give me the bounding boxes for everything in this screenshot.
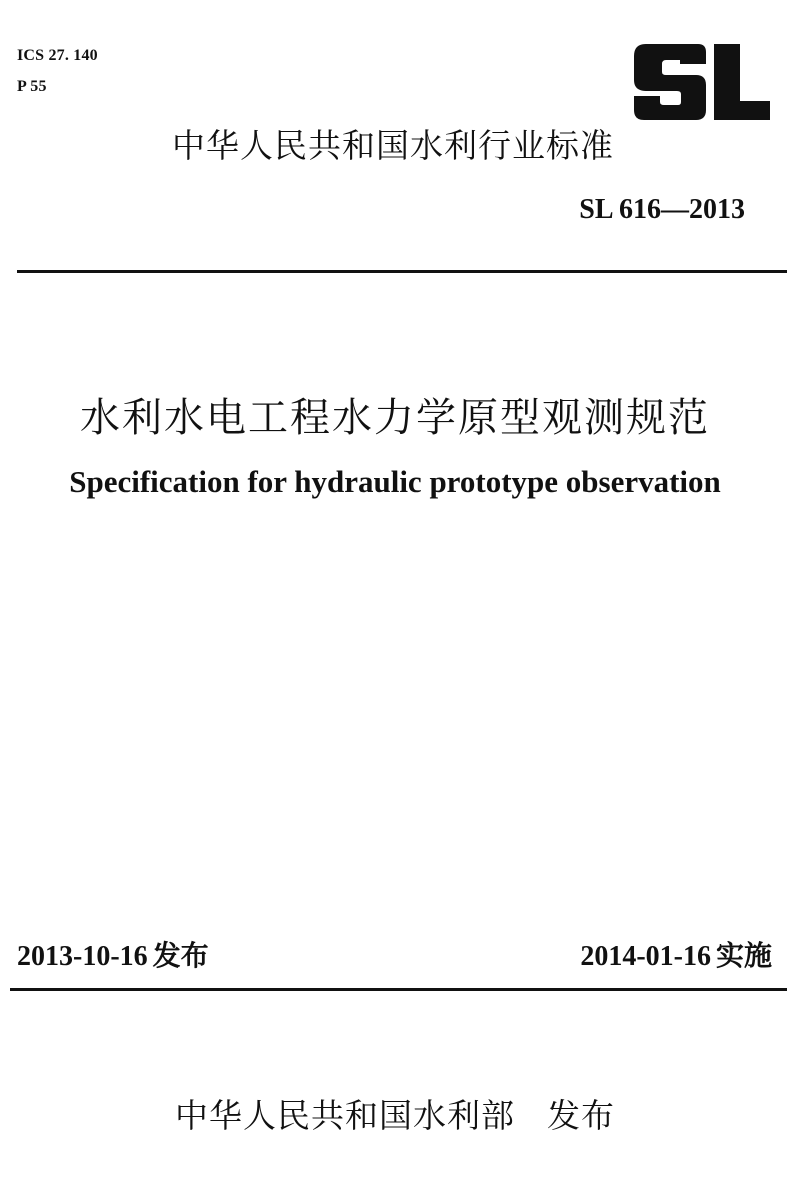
publisher-name: 中华人民共和国水利部 (175, 1096, 515, 1135)
issued-date-block (17, 938, 209, 975)
top-divider (17, 270, 787, 273)
standard-type: 中华人民共和国水利行业标准 (172, 126, 614, 165)
issued-label: 发布 (152, 939, 209, 972)
standard-number: SL 616—2013 (579, 194, 745, 225)
title-english: Specification for hydraulic prototype observation (69, 464, 721, 499)
effective-label: 实施 (715, 939, 772, 972)
effective-date-block (580, 938, 772, 975)
issued-date: 2013-10-16 (17, 941, 148, 972)
bottom-divider (10, 988, 787, 991)
sl-logo (634, 44, 770, 120)
publish-label: 发布 (547, 1096, 615, 1135)
publisher-line (0, 1094, 790, 1138)
sl-logo-graphic (634, 44, 770, 120)
ics-code: ICS 27. 140 (17, 47, 98, 64)
effective-date: 2014-01-16 (580, 941, 711, 972)
title-chinese: 水利水电工程水力学原型观测规范 (80, 395, 710, 441)
ccs-code: P 55 (17, 78, 47, 95)
